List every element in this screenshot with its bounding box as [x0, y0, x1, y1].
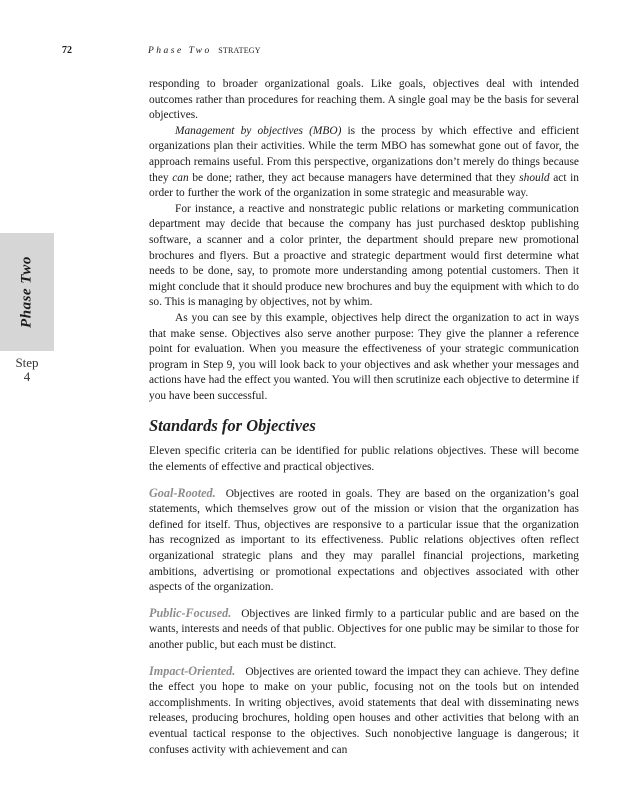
- criterion-text: Objectives are rooted in goals. They are based on the organization’s goal statements, which themselves grow out of the mission or vision that the organization has defined for itself. Thus, objectives are responsive to a particular issue that the organization has recognized as important to its effectiveness. Public relations objectives often reflect organizational strategic plans and they may parallel financial projections, marketing ambitions, advertising or promotional expectations and objectives associated with other aspects of the organization.: [149, 487, 579, 594]
- criterion-text: Objectives are oriented toward the impact they can achieve. They define the effect you hope to make on your public, focusing not on the tools but on intended accomplishments. In writing objectives, avoid statements that deal with disseminating news releases, producing brochures, holding open houses and other activities that belong with an eventual tactical response to the objectives. Such nonobjective language is dangerous; it confuses activity with achievement and can: [149, 665, 579, 756]
- criterion-impact-oriented: [149, 664, 579, 759]
- criterion-term: Public-Focused.: [149, 605, 232, 620]
- side-step-number: 4: [23, 369, 31, 384]
- section-heading: Standards for Objectives: [149, 416, 316, 436]
- mbo-text-1: is the process by which effective and efficient organizations plan their activities. While the term MBO has somewhat gone out of favor, the approach remains useful. From this perspective, organizations don’t merely do things because they: [149, 124, 580, 184]
- main-text: [149, 77, 579, 758]
- criterion-term: Goal-Rooted.: [149, 485, 216, 500]
- running-head: [148, 45, 261, 56]
- instance-paragraph: For instance, a reactive and nonstrategic public relations or marketing communication department may decide that because the company has just purchased desktop publishing software, a scanner and a color printer, the department should prepare new promotional brochures and flyers. But a proactive and strategic department would first determine what needs to be done, say, to promote more understanding among potential customers. Then it might conclude that it should produce new brochures and buy the equipment with which to do so. This is managing by objectives, not by whim.: [149, 202, 579, 309]
- mbo-paragraph: [149, 124, 579, 202]
- criterion-text: Objectives are linked firmly to a particular public and are based on the wants, interests and needs of that public. Objectives for one public may be similar to those for another public, but each must be distinct.: [149, 607, 579, 651]
- example-paragraph: As you can see by this example, objectives help direct the organization to act in ways that make sense. Objectives also serve another purpose: They give the planner a reference point for evaluation. When you measure the effectiveness of your strategic communication program in Step 9, you will look back to your objectives and ask whether your messages and actions have had the effect you wanted. You will then scrutinize each objective to determine if you have been successful.: [149, 311, 579, 402]
- side-step-label: Step: [15, 355, 39, 370]
- mbo-term: Management by objectives (MBO): [175, 124, 342, 137]
- mbo-text-3: act in order to further the work of the organization in some strategic and measurable way.: [149, 171, 579, 200]
- running-head-phase: Phase Two: [148, 46, 212, 56]
- mbo-text-2: be done; rather, they act because managers have determined that they: [188, 171, 520, 184]
- criterion-term: Impact-Oriented.: [149, 663, 236, 678]
- running-head-section: STRATEGY: [218, 46, 261, 55]
- section-intro: Eleven specific criteria can be identified for public relations objectives. These will become the elements of effective and practical objectives.: [149, 445, 579, 474]
- body-paragraph: responding to broader organizational goals. Like goals, objectives deal with intended outcomes rather than procedures for reaching them. A single goal may be the basis for several objectives.: [149, 78, 579, 122]
- side-step: [0, 356, 54, 384]
- mbo-emphasis-can: can: [172, 171, 189, 184]
- mbo-emphasis-should: should: [519, 171, 550, 184]
- page-number: 72: [62, 45, 72, 56]
- criterion-goal-rooted: [149, 486, 579, 596]
- running-header: [0, 45, 643, 59]
- criterion-public-focused: [149, 606, 579, 654]
- side-tab-label: Phase Two: [18, 256, 35, 328]
- side-tab: [0, 233, 54, 351]
